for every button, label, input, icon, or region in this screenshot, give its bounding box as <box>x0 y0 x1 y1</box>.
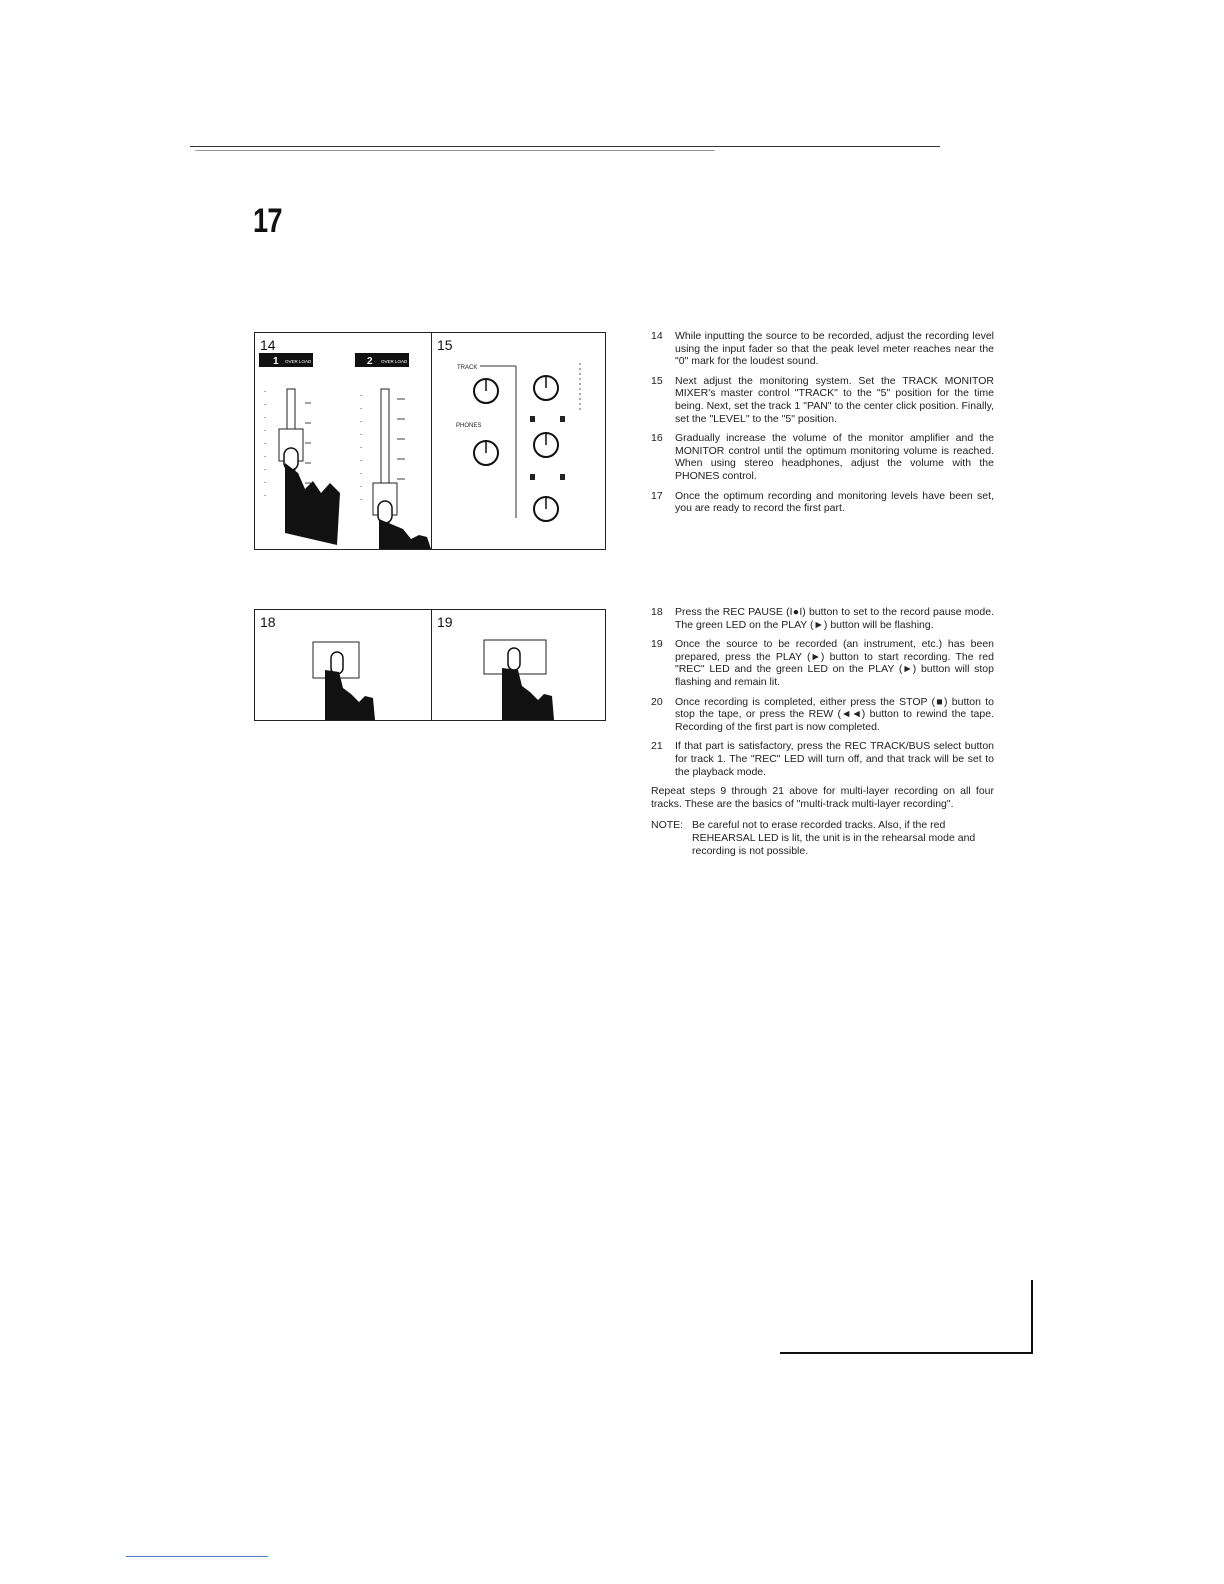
figure-rec-pause-and-play <box>254 609 606 721</box>
step-number: 16 <box>651 432 663 445</box>
note-label: NOTE: <box>651 819 684 832</box>
corner-rule-bottom <box>780 1352 1033 1354</box>
step-16 <box>651 432 994 482</box>
phones-knob-label: PHONES <box>456 423 482 429</box>
channel2-number: 2 <box>367 356 373 367</box>
step-18 <box>651 606 994 631</box>
channel1-overload: OVER LOAD <box>285 359 312 364</box>
step-text: While inputting the source to be recorded, adjust the recording level using the input fader so that the peak level meter reaches near the "0" mark for the loudest sound. <box>675 330 994 368</box>
fader-illustration <box>255 333 431 549</box>
panel-label-14: 14 <box>260 337 276 353</box>
step-number: 20 <box>651 695 663 708</box>
repeat-paragraph: Repeat steps 9 through 21 above for multi-layer recording on all four tracks. These are the basics of "multi-track multi-layer recording". <box>651 785 994 810</box>
step-21 <box>651 740 994 778</box>
channel1-number: 1 <box>273 356 279 367</box>
panel-label-15: 15 <box>437 337 453 353</box>
footer-link-line <box>126 1556 268 1557</box>
track-knob-label: TRACK <box>457 365 478 371</box>
step-text: Once the optimum recording and monitoring levels have been set, you are ready to record the first part. <box>675 489 994 515</box>
monitor-mixer-illustration <box>432 333 606 549</box>
header-rule <box>190 146 940 147</box>
step-text: If that part is satisfactory, press the REC TRACK/BUS select button for track 1. The "REC" LED will turn off, and that track will be set to the playback mode. <box>675 740 994 778</box>
rec-pause-illustration <box>255 610 431 720</box>
page-number: 17 <box>253 202 282 240</box>
step-text: Once the source to be recorded (an instrument, etc.) has been prepared, press the PLAY (►) button to start recording. The red "REC" LED and the green LED on the PLAY (►) button will stop flashing and remain lit. <box>675 638 994 688</box>
step-text: Next adjust the monitoring system. Set the TRACK MONITOR MIXER's master control "TRACK" to the "5" position for the time being. Next, set the track 1 "PAN" to the center click position. Finally, set the "LEVEL" to the "5" position. <box>675 374 994 425</box>
step-15 <box>651 375 994 425</box>
step-text: Once recording is completed, either press the STOP (■) button to stop the tape, or press the REW (◄◄) button to rewind the tape. Recording of the first part is now completed. <box>675 695 994 733</box>
step-text: Gradually increase the volume of the monitor amplifier and the MONITOR control until the optimum monitoring volume is reached. When using stereo headphones, adjust the volume with the PHONES control. <box>675 432 994 482</box>
channel2-overload: OVER LOAD <box>381 359 408 364</box>
panel-label-18: 18 <box>260 614 276 630</box>
step-number: 21 <box>651 740 663 753</box>
step-19 <box>651 638 994 688</box>
panel-label-19: 19 <box>437 614 453 630</box>
panel-19 <box>431 610 605 720</box>
figure-fader-and-monitor <box>254 332 606 550</box>
step-number: 18 <box>651 606 663 618</box>
note-text: Be careful not to erase recorded tracks. Also, if the red REHEARSAL LED is lit, the unit is in the rehearsal mode and recording is not possible. <box>692 819 976 857</box>
step-number: 19 <box>651 638 663 651</box>
step-number: 14 <box>651 330 663 342</box>
step-20 <box>651 696 994 734</box>
panel-14 <box>255 333 431 549</box>
steps-14-17 <box>651 330 994 522</box>
step-number: 17 <box>651 489 663 502</box>
header-rule-secondary <box>195 150 715 151</box>
step-14 <box>651 330 994 368</box>
corner-rule-right <box>1031 1280 1033 1353</box>
step-number: 15 <box>651 374 663 387</box>
note <box>651 819 994 857</box>
step-text: Press the REC PAUSE (I●I) button to set to the record pause mode. The green LED on the PLAY (►) button will be flashing. <box>675 606 994 631</box>
step-17 <box>651 490 994 515</box>
steps-18-21 <box>651 606 994 857</box>
panel-15 <box>431 333 605 549</box>
panel-18 <box>255 610 431 720</box>
play-illustration <box>432 610 606 720</box>
